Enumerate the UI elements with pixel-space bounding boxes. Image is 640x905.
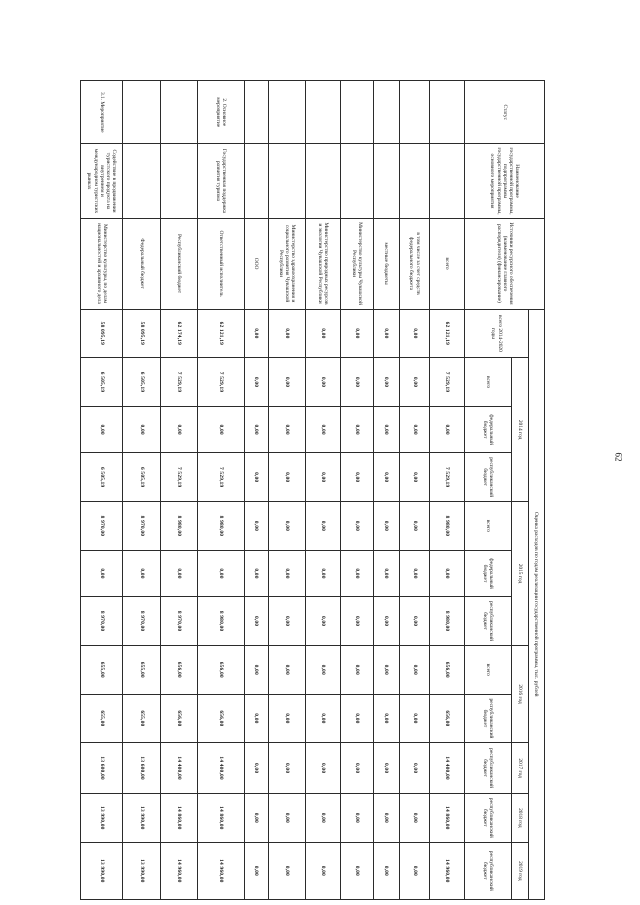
row-value: 0,00: [245, 842, 268, 899]
row-value: 7 529,19: [198, 453, 245, 502]
row-status: [341, 81, 374, 144]
row-value: 0,00: [373, 550, 399, 597]
row-value: 8 970,00: [81, 597, 123, 646]
row-value: 0,00: [399, 694, 429, 743]
row-value: 13 600,00: [123, 743, 160, 794]
row-status: [306, 81, 341, 144]
table-row: [430, 81, 465, 900]
row-value: 0,00: [268, 309, 305, 358]
row-status: [245, 81, 268, 144]
row-name: [306, 144, 341, 218]
row-value: 656,00: [160, 694, 197, 743]
row-source: Министерство здравоохранения и социального развития Чувашской Республики: [268, 218, 305, 309]
row-value: 0,00: [245, 550, 268, 597]
row-source: местные бюджеты: [373, 218, 399, 309]
row-value: 0,00: [268, 502, 305, 551]
row-value: 0,00: [268, 842, 305, 899]
row-value: 14 960,00: [160, 842, 197, 899]
row-value: 14 400,00: [160, 743, 197, 794]
row-value: 0,00: [399, 358, 429, 407]
row-value: 0,00: [373, 453, 399, 502]
row-name: [245, 144, 268, 218]
row-value: 62 174,19: [160, 309, 197, 358]
header-name: Наименование государственной программы, подпрограммы государственной программы, основного мероприятия: [465, 144, 545, 218]
row-value: 0,00: [373, 694, 399, 743]
header-2014-total: всего: [465, 358, 512, 407]
row-value: 0,00: [341, 794, 374, 843]
row-value: 14 960,00: [430, 842, 465, 899]
row-value: 0,00: [399, 842, 429, 899]
row-value: 655,00: [123, 694, 160, 743]
header-2014-reg: республиканский бюджет: [465, 453, 512, 502]
row-value: 0,00: [245, 694, 268, 743]
row-value: 0,00: [245, 453, 268, 502]
row-value: 0,00: [399, 453, 429, 502]
row-value: 656,00: [160, 645, 197, 694]
row-source: Ответственный исполнитель: [198, 218, 245, 309]
row-status: [373, 81, 399, 144]
row-name: Государственная поддержка развития туризма: [198, 144, 245, 218]
row-name: [268, 144, 305, 218]
row-value: 0,00: [268, 694, 305, 743]
row-value: 0,00: [245, 743, 268, 794]
row-value: 0,00: [245, 502, 268, 551]
table-row: [160, 81, 197, 900]
table-row: [373, 81, 399, 900]
row-value: 0,00: [160, 550, 197, 597]
header-year-2017: 2017 год: [512, 743, 528, 794]
row-value: 0,00: [306, 597, 341, 646]
header-2015-fed: федеральный бюджет: [465, 550, 512, 597]
row-value: 0,00: [268, 597, 305, 646]
row-value: 62 121,19: [430, 309, 465, 358]
header-2015-reg: республиканский бюджет: [465, 597, 512, 646]
row-value: 0,00: [373, 502, 399, 551]
row-value: 8 980,00: [430, 597, 465, 646]
row-value: 0,00: [430, 550, 465, 597]
header-2018-reg: республиканский бюджет: [465, 794, 512, 843]
row-value: 7 529,19: [160, 358, 197, 407]
header-year-2016: 2016 год: [512, 645, 528, 742]
row-value: 6 505,19: [123, 453, 160, 502]
row-value: 0,00: [341, 502, 374, 551]
row-value: 0,00: [341, 842, 374, 899]
row-value: 0,00: [160, 406, 197, 453]
row-value: 0,00: [399, 502, 429, 551]
row-value: 8 970,00: [123, 502, 160, 551]
row-value: 0,00: [341, 309, 374, 358]
row-status: 2. Основное мероприятие: [198, 81, 245, 144]
row-source: Министерство природных ресурсов и экологии Чувашской Республики: [306, 218, 341, 309]
row-value: 0,00: [373, 406, 399, 453]
row-source: Республиканский бюджет: [160, 218, 197, 309]
row-value: 0,00: [373, 358, 399, 407]
row-value: 0,00: [399, 794, 429, 843]
row-value: 0,00: [306, 842, 341, 899]
row-value: 13 600,00: [81, 743, 123, 794]
row-value: 0,00: [268, 794, 305, 843]
row-value: 656,00: [198, 645, 245, 694]
row-value: 8 970,00: [81, 502, 123, 551]
row-value: 13 990,00: [123, 842, 160, 899]
header-total-all: всего 2014-2020 годы: [465, 309, 528, 358]
header-year-2014: 2014 год: [512, 358, 528, 502]
row-value: 0,00: [399, 645, 429, 694]
row-source: Федеральный бюджет: [123, 218, 160, 309]
row-value: 0,00: [373, 597, 399, 646]
header-estimate-caption: Оценка расходов по годам реализации государственной программы, тыс. рублей: [528, 309, 544, 899]
row-value: 0,00: [341, 694, 374, 743]
row-value: 0,00: [306, 358, 341, 407]
row-value: 0,00: [81, 550, 123, 597]
row-value: 7 529,19: [430, 453, 465, 502]
row-value: 0,00: [341, 406, 374, 453]
row-value: 6 505,19: [123, 358, 160, 407]
row-value: 14 400,00: [198, 743, 245, 794]
row-value: 0,00: [341, 358, 374, 407]
row-value: 0,00: [399, 550, 429, 597]
header-2019-reg: республиканский бюджет: [465, 842, 512, 899]
row-value: 0,00: [341, 645, 374, 694]
row-value: 0,00: [306, 694, 341, 743]
row-value: 14 860,00: [160, 794, 197, 843]
row-value: 0,00: [399, 743, 429, 794]
row-value: 8 980,00: [430, 502, 465, 551]
row-value: 14 860,00: [198, 794, 245, 843]
row-value: 14 960,00: [198, 842, 245, 899]
header-year-2018: 2018 год: [512, 794, 528, 843]
row-value: 0,00: [399, 309, 429, 358]
row-value: 655,00: [81, 645, 123, 694]
row-value: 7 529,19: [198, 358, 245, 407]
row-value: 8 970,00: [160, 597, 197, 646]
page-number: 62: [613, 452, 624, 462]
row-name: [430, 144, 465, 218]
row-source: ООО: [245, 218, 268, 309]
row-value: 14 400,00: [430, 743, 465, 794]
row-value: 0,00: [399, 597, 429, 646]
row-value: 62 121,19: [198, 309, 245, 358]
row-value: 655,00: [81, 694, 123, 743]
row-value: 656,00: [198, 694, 245, 743]
row-name: [160, 144, 197, 218]
row-value: 0,00: [198, 406, 245, 453]
row-value: 0,00: [306, 743, 341, 794]
row-value: 0,00: [245, 645, 268, 694]
row-value: 655,00: [123, 645, 160, 694]
table-row: [399, 81, 429, 900]
row-value: 0,00: [341, 597, 374, 646]
budget-table: [80, 80, 545, 900]
row-source: Министерство культуры Чувашской Республики: [341, 218, 374, 309]
row-value: 0,00: [306, 502, 341, 551]
row-value: 0,00: [245, 597, 268, 646]
row-value: 656,00: [430, 694, 465, 743]
row-value: 0,00: [123, 406, 160, 453]
row-value: 0,00: [373, 842, 399, 899]
header-2016-reg: республиканский бюджет: [465, 694, 512, 743]
row-value: 8 980,00: [160, 502, 197, 551]
row-name: [123, 144, 160, 218]
row-value: 7 529,19: [430, 358, 465, 407]
row-value: 8 970,00: [123, 597, 160, 646]
row-name: Содействие в продвижении туристского продукта на внутреннем и международном туристских рынках: [81, 144, 123, 218]
header-sources: Источники ресурсного обеспечения (наименование главного распорядителя) (финансирование): [465, 218, 545, 309]
row-value: 6 505,19: [81, 453, 123, 502]
table-row: [306, 81, 341, 900]
table-body: [81, 81, 465, 900]
row-value: 656,00: [430, 645, 465, 694]
row-value: 0,00: [306, 406, 341, 453]
row-value: 0,00: [306, 453, 341, 502]
header-year-2019: 2019 год: [512, 842, 528, 899]
row-value: 13 990,00: [81, 842, 123, 899]
table-row: [245, 81, 268, 900]
table-row: [81, 81, 123, 900]
header-status: Статус: [465, 81, 545, 144]
row-status: [160, 81, 197, 144]
row-value: 0,00: [306, 309, 341, 358]
row-status: [123, 81, 160, 144]
row-value: 0,00: [198, 550, 245, 597]
row-value: 0,00: [268, 550, 305, 597]
row-source: Министерство культуры, по делам национальностей и архивного дела: [81, 218, 123, 309]
row-value: 7 529,19: [160, 453, 197, 502]
row-value: 0,00: [306, 550, 341, 597]
row-value: 8 980,00: [198, 502, 245, 551]
table-row: [198, 81, 245, 900]
row-value: 58 095,19: [81, 309, 123, 358]
row-value: 0,00: [268, 406, 305, 453]
row-value: 6 505,19: [81, 358, 123, 407]
row-value: 0,00: [399, 406, 429, 453]
row-status: [268, 81, 305, 144]
row-value: 0,00: [81, 406, 123, 453]
header-2015-total: всего: [465, 502, 512, 551]
row-value: 0,00: [373, 645, 399, 694]
row-status: 3.1. Мероприятие: [81, 81, 123, 144]
table-row: [341, 81, 374, 900]
table-row: [268, 81, 305, 900]
row-value: 14 860,00: [430, 794, 465, 843]
row-value: 0,00: [268, 453, 305, 502]
row-value: 0,00: [268, 358, 305, 407]
row-value: 0,00: [245, 794, 268, 843]
row-value: 0,00: [268, 645, 305, 694]
row-value: 0,00: [341, 743, 374, 794]
row-name: [399, 144, 429, 218]
row-name: [373, 144, 399, 218]
row-source: в том числе за счет средств федерального бюджета: [399, 218, 429, 309]
row-value: 0,00: [268, 743, 305, 794]
row-status: [430, 81, 465, 144]
table-row: [123, 81, 160, 900]
row-value: 0,00: [306, 645, 341, 694]
rotated-table-wrapper: [80, 80, 545, 900]
row-value: 13 990,00: [123, 794, 160, 843]
row-value: 0,00: [306, 794, 341, 843]
row-value: 0,00: [373, 309, 399, 358]
row-value: 0,00: [245, 309, 268, 358]
row-value: 0,00: [245, 358, 268, 407]
row-value: 0,00: [123, 550, 160, 597]
row-value: 0,00: [373, 743, 399, 794]
row-value: 8 980,00: [198, 597, 245, 646]
row-name: [341, 144, 374, 218]
row-value: 0,00: [341, 550, 374, 597]
header-2016-total: всего: [465, 645, 512, 694]
row-source: всего: [430, 218, 465, 309]
header-2014-fed: федеральный бюджет: [465, 406, 512, 453]
row-value: 0,00: [373, 794, 399, 843]
row-status: [399, 81, 429, 144]
row-value: 0,00: [341, 453, 374, 502]
row-value: 58 095,19: [123, 309, 160, 358]
row-value: 13 990,00: [81, 794, 123, 843]
header-2017-reg: республиканский бюджет: [465, 743, 512, 794]
row-value: 0,00: [245, 406, 268, 453]
header-year-2015: 2015 год: [512, 502, 528, 646]
row-value: 0,00: [430, 406, 465, 453]
